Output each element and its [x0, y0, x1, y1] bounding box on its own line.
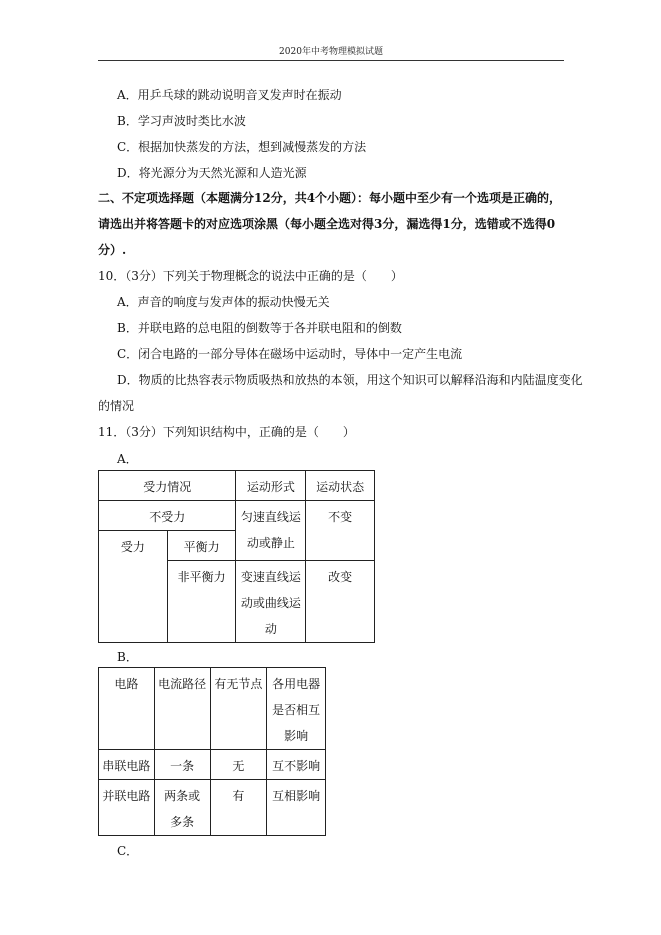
table-b-cell-parallel-path: 两条或多条: [154, 780, 210, 836]
table-b-header-influence: 各用电器是否相互影响: [267, 668, 326, 750]
table-b-cell-parallel: 并联电路: [99, 780, 155, 836]
q10-option-d-cont: 的情况: [98, 399, 135, 413]
q10-stem: 10．（3分）下列关于物理概念的说法中正确的是（ ）: [98, 269, 403, 283]
table-a-cell-unchanged: 不变: [306, 501, 375, 561]
table-a-cell-no-force: 不受力: [99, 501, 236, 531]
q10-option-a: A．声音的响度与发声体的振动快慢无关: [117, 295, 330, 309]
table-a-cell-balanced: 平衡力: [167, 531, 236, 561]
section2-heading-line3: 分）.: [98, 243, 127, 257]
q10-option-d: D．物质的比热容表示物质吸热和放热的本领，用这个知识可以解释沿海和内陆温度变化: [117, 373, 583, 387]
table-a-cell-force: 受力: [99, 531, 168, 643]
q9-option-d: D．将光源分为天然光源和人造光源: [117, 166, 307, 180]
q11-label-b: B．: [117, 650, 138, 664]
table-a-cell-unbalanced: 非平衡力: [167, 561, 236, 643]
section2-heading-line2: 请选出并将答题卡的对应选项涂黑（每小题全选对得3分，漏选得1分，选错或不选得0: [98, 217, 556, 231]
table-b-cell-parallel-influence: 互相影响: [267, 780, 326, 836]
table-b-cell-parallel-node: 有: [210, 780, 267, 836]
q11-label-c: C．: [117, 844, 139, 858]
table-a-cell-changed: 改变: [306, 561, 375, 643]
table-b-cell-series-node: 无: [210, 750, 267, 780]
table-b-cell-series: 串联电路: [99, 750, 155, 780]
q10-option-b: B．并联电路的总电阻的倒数等于各并联电阻和的倒数: [117, 321, 402, 335]
section2-heading-line1: 二、不定项选择题（本题满分12分，共4个小题）：每小题中至少有一个选项是正确的，: [98, 191, 562, 205]
table-b-header-node: 有无节点: [210, 668, 267, 750]
q11-stem: 11．（3分）下列知识结构中，正确的是（ ）: [98, 425, 355, 439]
table-a: [98, 470, 375, 643]
q9-option-b: B．学习声波时类比水波: [117, 114, 246, 128]
table-b-cell-series-influence: 互不影响: [267, 750, 326, 780]
table-a-cell-uniform-motion: 匀速直线运动或静止: [236, 501, 306, 561]
q9-option-c: C．根据加快蒸发的方法，想到减慢蒸发的方法: [117, 140, 367, 154]
table-b: [98, 667, 326, 836]
table-a-header-force: 受力情况: [99, 471, 236, 501]
table-a-cell-variable-motion: 变速直线运动或曲线运动: [236, 561, 306, 643]
table-a-header-state: 运动状态: [306, 471, 375, 501]
table-a-header-motion: 运动形式: [236, 471, 306, 501]
table-b-header-path: 电流路径: [154, 668, 210, 750]
table-b-header-circuit: 电路: [99, 668, 155, 750]
q10-option-c: C．闭合电路的一部分导体在磁场中运动时，导体中一定产生电流: [117, 347, 463, 361]
page-header: 2020年中考物理模拟试题: [98, 44, 564, 61]
q11-label-a: A．: [117, 452, 138, 466]
table-b-cell-series-path: 一条: [154, 750, 210, 780]
q9-option-a: A．用乒乓球的跳动说明音叉发声时在振动: [117, 88, 342, 102]
